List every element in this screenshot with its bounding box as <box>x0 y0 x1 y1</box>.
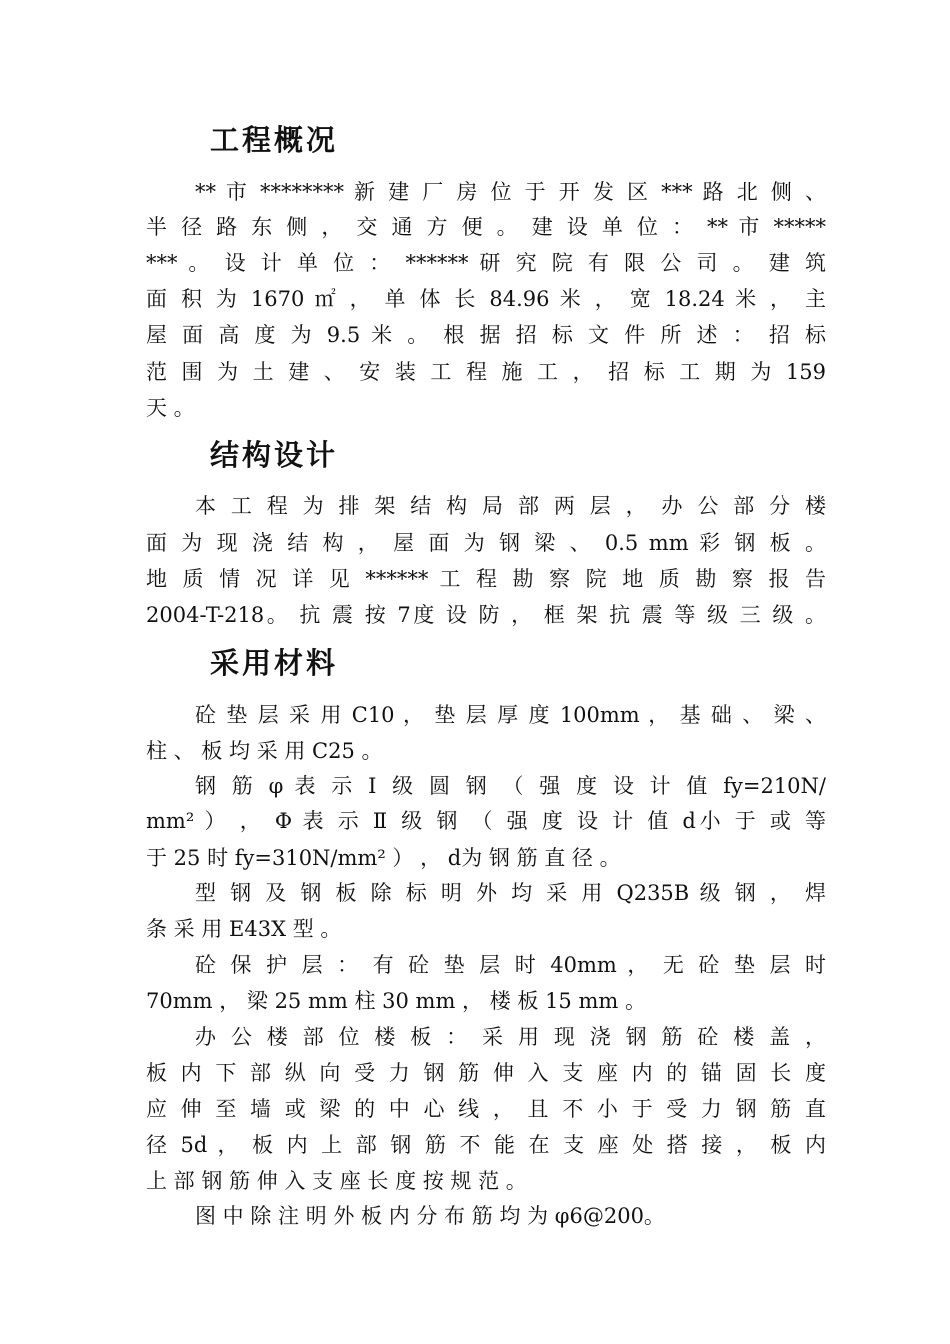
paragraph-line: mm² ） ， Φ 表 示 Ⅱ 级 钢 （ 强 度 设 计 值 d小 于 或 等 <box>146 809 826 833</box>
paragraph-line: 上 部 钢 筋 伸 入 支 座 长 度 按 规 范 。 <box>146 1169 527 1193</box>
paragraph-line: 型 钢 及 钢 板 除 标 明 外 均 采 用 Q235B 级 钢 ， 焊 <box>195 881 826 905</box>
paragraph-line: 地 质 情 况 详 见 ****** 工 程 勘 察 院 地 质 勘 察 报 告 <box>146 567 826 591</box>
paragraph-line: 图 中 除 注 明 外 板 内 分 布 筋 均 为 φ6@200。 <box>195 1204 665 1228</box>
paragraph-line: 70mm ， 梁 25 mm 柱 30 mm ， 楼 板 15 mm 。 <box>146 989 646 1013</box>
paragraph-line: *** 。 设 计 单 位 ： ****** 研 究 院 有 限 公 司 。 建 筑 <box>146 251 826 275</box>
section-heading-overview: 工程概况 <box>210 123 339 157</box>
paragraph-line: 天 。 <box>146 396 195 420</box>
paragraph-line: 本 工 程 为 排 架 结 构 局 部 两 层 ， 办 公 部 分 楼 <box>195 494 826 518</box>
paragraph-line: 砼 垫 层 采 用 C10 ， 垫 层 厚 度 100mm ， 基 础 、 梁 、 <box>195 703 826 727</box>
paragraph-line: 柱 、 板 均 采 用 C25 。 <box>146 739 383 763</box>
section-heading-structure: 结构设计 <box>210 438 339 472</box>
paragraph-line: 钢 筋 φ 表 示 Ⅰ 级 圆 钢 （ 强 度 设 计 值 fy=210N/ <box>195 774 826 798</box>
paragraph-line: 径 5d ， 板 内 上 部 钢 筋 不 能 在 支 座 处 搭 接 ， 板 内 <box>146 1133 826 1157</box>
paragraph-line: 屋 面 高 度 为 9.5 米 。 根 据 招 标 文 件 所 述 ： 招 标 <box>146 323 826 347</box>
paragraph-line: 于 25 时 fy=310N/mm² ） ， d为 钢 筋 直 径 。 <box>146 846 621 870</box>
paragraph-line: 条 采 用 E43X 型 。 <box>146 917 342 941</box>
section-heading-materials: 采用材料 <box>210 646 339 680</box>
paragraph-line: 面 积 为 1670 ㎡ ， 单 体 长 84.96 米 ， 宽 18.24 米 ， 主 <box>146 287 826 311</box>
paragraph-line: 办 公 楼 部 位 楼 板 ： 采 用 现 浇 钢 筋 砼 楼 盖 ， <box>195 1025 826 1049</box>
paragraph-line: 2004-T-218。 抗 震 按 7度 设 防 ， 框 架 抗 震 等 级 三 级 。 <box>146 603 826 627</box>
paragraph-line: 半 径 路 东 侧 ， 交 通 方 便 。 建 设 单 位 ： ** 市 ***** <box>146 215 826 239</box>
paragraph-line: 砼 保 护 层 ： 有 砼 垫 层 时 40mm ， 无 砼 垫 层 时 <box>195 953 826 977</box>
paragraph-line: 板 内 下 部 纵 向 受 力 钢 筋 伸 入 支 座 内 的 锚 固 长 度 <box>146 1061 826 1085</box>
paragraph-line: ** 市 ******** 新 建 厂 房 位 于 开 发 区 *** 路 北 侧 、 <box>195 180 826 204</box>
paragraph-line: 应 伸 至 墙 或 梁 的 中 心 线 ， 且 不 小 于 受 力 钢 筋 直 <box>146 1097 826 1121</box>
paragraph-line: 面 为 现 浇 结 构 ， 屋 面 为 钢 梁 、 0.5 mm 彩 钢 板 。 <box>146 531 826 555</box>
paragraph-line: 范 围 为 土 建 、 安 装 工 程 施 工 ， 招 标 工 期 为 159 <box>146 360 826 384</box>
